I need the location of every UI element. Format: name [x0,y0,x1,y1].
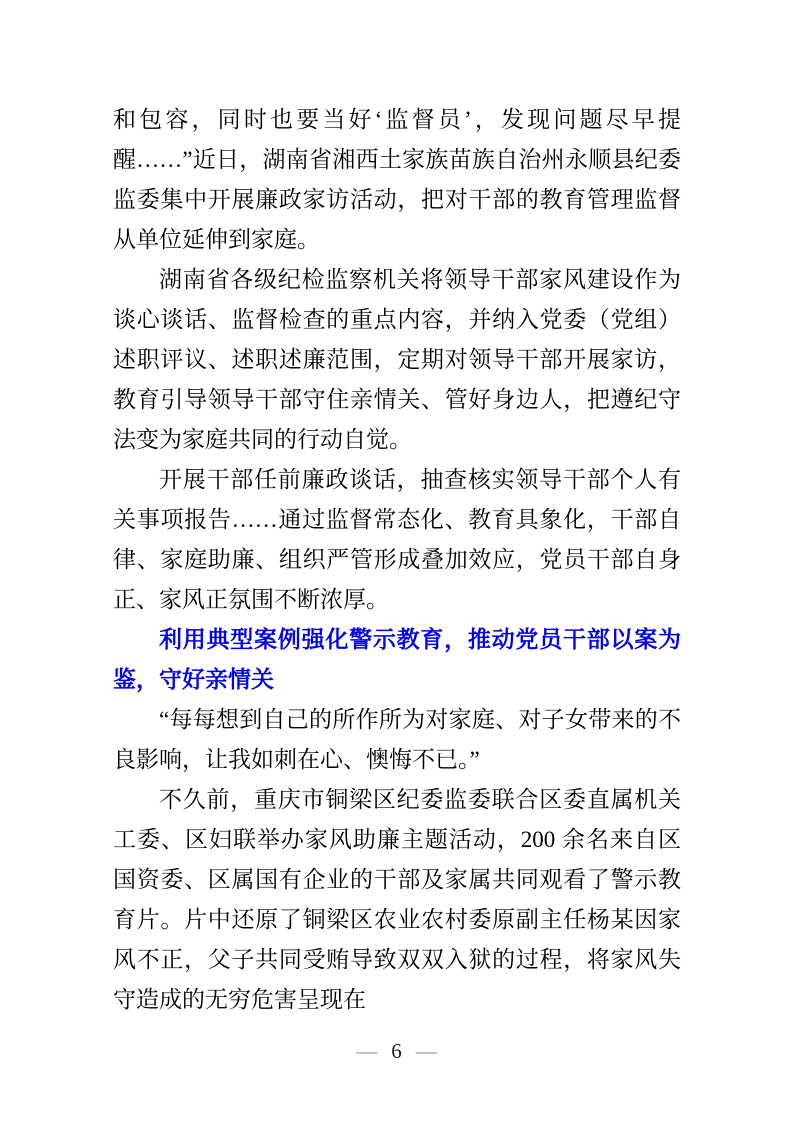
paragraph-chongqing-tongliang: 不久前，重庆市铜梁区纪委监委联合区委直属机关工委、区妇联举办家风助廉主题活动，200 余名来自区国资委、区属国有企业的干部及家属共同观看了警示教育片。片中还原了铜梁区农业农村委原副主任杨某因家风不正，父子共同受贿导致双双入狱的过程，将家风失守造成的无穷危害呈现在 [113,787,681,1012]
footer-dash-right: — [415,1039,437,1063]
footer-page-number: 6 [391,1039,402,1063]
paragraph-pre-appointment-talks: 开展干部任前廉政谈话，抽查核实领导干部个人有关事项报告……通过监督常态化、教育具象化，干部自律、家庭助廉、组织严管形成叠加效应，党员干部自身正、家风正氛围不断浓厚。 [113,467,681,612]
paragraph-continuation: 和包容，同时也要当好‘监督员’，发现问题尽早提醒……”近日，湖南省湘西土家族苗族自治州永顺县纪委监委集中开展廉政家访活动，把对干部的教育管理监督从单位延伸到家庭。 [113,107,681,252]
document-body [113,100,681,1020]
paragraph-hunan-supervision: 湖南省各级纪检监察机关将领导干部家风建设作为谈心谈话、监督检查的重点内容，并纳入党委（党组）述职评议、述职述廉范围，定期对领导干部开展家访，教育引导领导干部守住亲情关、管好身边人，把遵纪守法变为家庭共同的行动自觉。 [113,267,681,452]
footer-dash-left: — [356,1039,378,1063]
section-heading-typical-cases: 利用典型案例强化警示教育，推动党员干部以案为鉴，守好亲情关 [113,627,681,692]
paragraph-quote-regret: “每每想到自己的所作所为对家庭、对子女带来的不良影响，让我如刺在心、懊悔不已。” [113,707,681,772]
page-footer [0,1036,793,1066]
